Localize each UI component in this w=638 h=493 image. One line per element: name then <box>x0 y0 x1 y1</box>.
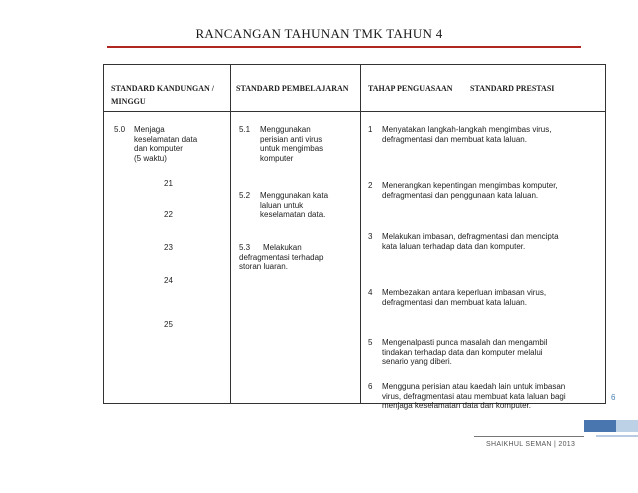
prestasi-text: Menerangkan kepentingan mengimbas komputer, defragmentasi dan penggunaan kata laluan. <box>382 181 558 200</box>
header-standard-kandungan: STANDARD KANDUNGAN / MINGGU <box>111 84 214 106</box>
week-number: 23 <box>164 243 173 252</box>
prestasi-text: Menyatakan langkah-langkah mengimbas virus, defragmentasi dan membuat kata laluan. <box>382 125 552 144</box>
page-bar-decoration <box>596 435 638 437</box>
prestasi-number: 6 <box>368 382 373 391</box>
pembelajaran-text: defragmentasi terhadap storan luaran. <box>239 252 324 271</box>
pembelajaran-number: 5.3 <box>239 243 251 252</box>
pembelajaran-number: 5.1 <box>239 125 251 134</box>
week-number: 24 <box>164 276 173 285</box>
prestasi-number: 3 <box>368 232 373 241</box>
page-tab-decoration <box>584 420 616 432</box>
week-number: 25 <box>164 320 173 329</box>
week-number: 22 <box>164 210 173 219</box>
page-tab-decoration <box>616 420 638 432</box>
kandungan-text: Menjaga keselamatan data dan komputer (5 waktu) <box>134 125 198 163</box>
pembelajaran-text-first: Melakukan <box>263 243 302 252</box>
week-number: 21 <box>164 179 173 188</box>
prestasi-text: Mengenalpasti punca masalah dan mengambil tindakan terhadap data dan komputer melalui senario yang diberi. <box>382 338 548 366</box>
prestasi-number: 5 <box>368 338 373 347</box>
column-divider-1 <box>230 64 231 404</box>
page-number: 6 <box>611 393 616 402</box>
prestasi-number: 1 <box>368 125 373 134</box>
kandungan-number: 5.0 <box>114 125 126 134</box>
header-divider <box>103 111 606 112</box>
prestasi-number: 4 <box>368 288 373 297</box>
footer-rule <box>474 436 584 437</box>
pembelajaran-text: Menggunakan kata laluan untuk keselamatan data. <box>260 191 329 219</box>
pembelajaran-number: 5.2 <box>239 191 251 200</box>
prestasi-text: Melakukan imbasan, defragmentasi dan mencipta kata laluan terhadap data dan komputer. <box>382 232 559 251</box>
header-standard-prestasi: STANDARD PRESTASI <box>470 84 555 93</box>
header-tahap-penguasaan: TAHAP PENGUASAAN <box>368 84 453 93</box>
prestasi-text: Membezakan antara keperluan imbasan virus, defragmentasi dan membuat kata laluan. <box>382 288 547 307</box>
document-title: RANCANGAN TAHUNAN TMK TAHUN 4 <box>195 26 443 41</box>
column-divider-2 <box>360 64 361 404</box>
prestasi-number: 2 <box>368 181 373 190</box>
prestasi-text: Mengguna perisian atau kaedah lain untuk imbasan virus, defragmentasi atau membuat kata laluan bagi menjaga keselamatan data dan komputer. <box>382 382 566 410</box>
footer-text: SHAIKHUL SEMAN | 2013 <box>486 441 576 448</box>
title-rule <box>107 46 581 48</box>
header-standard-pembelajaran: STANDARD PEMBELAJARAN <box>236 84 349 93</box>
pembelajaran-text: Menggunakan perisian anti virus untuk mengimbas komputer <box>260 125 324 163</box>
